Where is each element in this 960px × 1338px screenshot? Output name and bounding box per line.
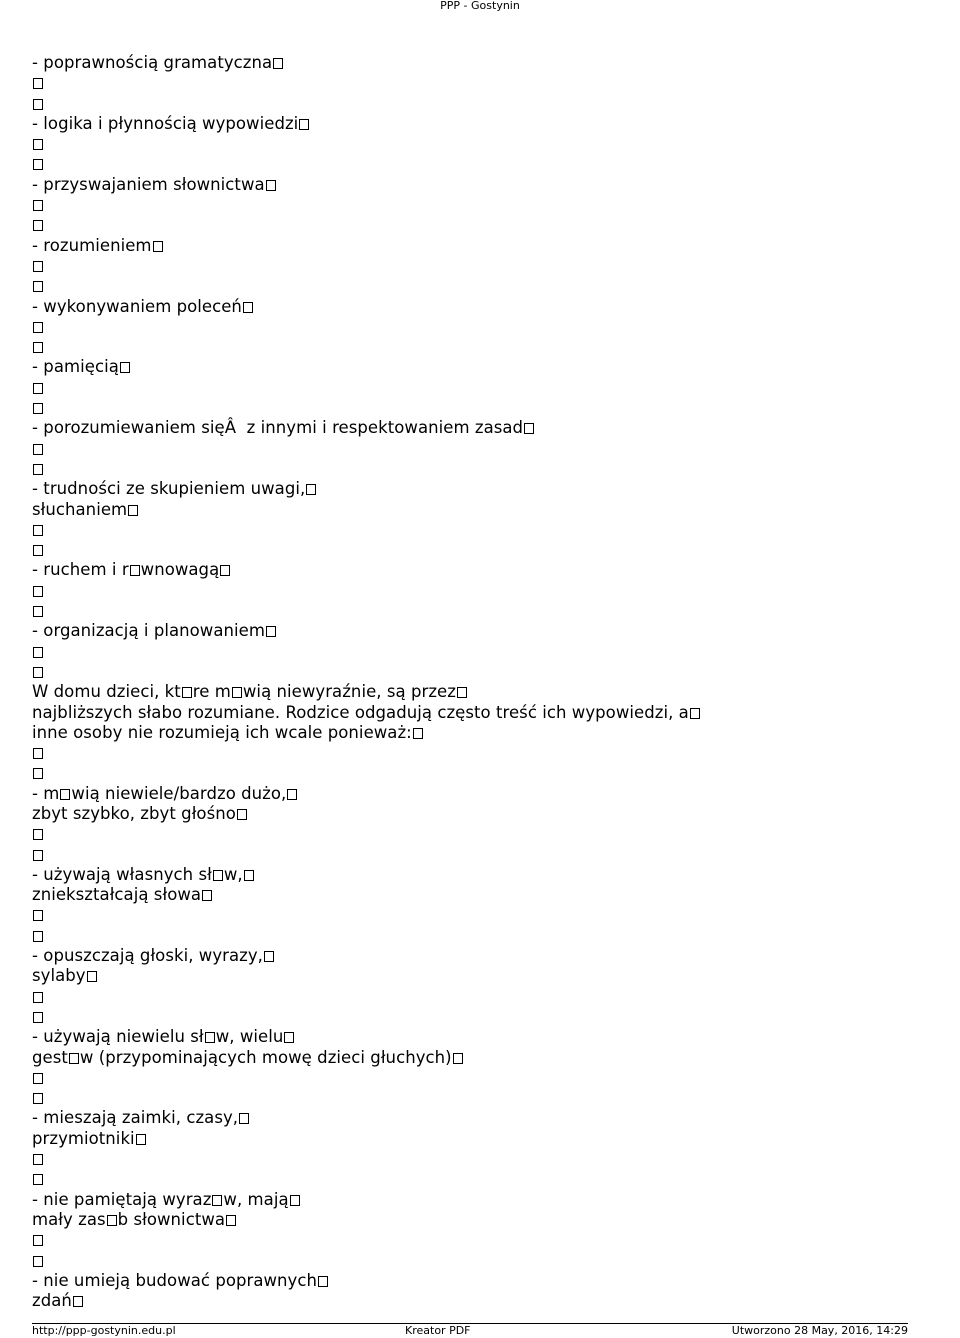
- missing-glyph-box: [33, 586, 43, 597]
- text-line: W domu dzieci, kt re m wią niewyraźnie, są przez: [32, 682, 932, 702]
- text-line: - mieszają zaimki, czasy,: [32, 1108, 932, 1128]
- missing-glyph-box: [284, 1032, 294, 1043]
- text-line: [32, 276, 932, 296]
- missing-glyph-box: [33, 464, 43, 475]
- missing-glyph-box: [290, 1195, 300, 1206]
- text-line: - używają własnych sł w,: [32, 865, 932, 885]
- missing-glyph-box: [33, 220, 43, 231]
- text-line: [32, 905, 932, 925]
- page-header-title: PPP - Gostynin: [440, 0, 520, 12]
- missing-glyph-box: [33, 1256, 43, 1267]
- text-line: [32, 195, 932, 215]
- text-line: - ruchem i r wnowagą: [32, 560, 932, 580]
- missing-glyph-box: [33, 647, 43, 658]
- text-line: - porozumiewaniem sięÂ z innymi i respektowaniem zasad: [32, 418, 932, 438]
- missing-glyph-box: [287, 789, 297, 800]
- missing-glyph-box: [33, 667, 43, 678]
- text-line: [32, 73, 932, 93]
- text-line: [32, 94, 932, 114]
- missing-glyph-box: [33, 139, 43, 150]
- missing-glyph-box: [33, 768, 43, 779]
- missing-glyph-box: [413, 728, 423, 739]
- text-line: inne osoby nie rozumieją ich wcale ponieważ:: [32, 723, 932, 743]
- missing-glyph-box: [237, 809, 247, 820]
- text-line: - przyswajaniem słownictwa: [32, 175, 932, 195]
- text-line: [32, 987, 932, 1007]
- text-line: przymiotniki: [32, 1129, 932, 1149]
- text-line: - trudności ze skupieniem uwagi,: [32, 479, 932, 499]
- text-line: [32, 520, 932, 540]
- missing-glyph-box: [457, 687, 467, 698]
- missing-glyph-box: [130, 565, 140, 576]
- missing-glyph-box: [33, 261, 43, 272]
- text-line: [32, 662, 932, 682]
- text-line: - poprawnością gramatyczna: [32, 53, 932, 73]
- missing-glyph-box: [128, 505, 138, 516]
- missing-glyph-box: [273, 58, 283, 69]
- missing-glyph-box: [33, 545, 43, 556]
- missing-glyph-box: [213, 870, 223, 881]
- text-line: gest w (przypominających mowę dzieci głuchych): [32, 1048, 932, 1068]
- document-body: [32, 53, 932, 1311]
- missing-glyph-box: [33, 1235, 43, 1246]
- missing-glyph-box: [87, 971, 97, 982]
- missing-glyph-box: [33, 910, 43, 921]
- missing-glyph-box: [33, 78, 43, 89]
- text-line: [32, 337, 932, 357]
- missing-glyph-box: [205, 1032, 215, 1043]
- missing-glyph-box: [33, 992, 43, 1003]
- missing-glyph-box: [202, 890, 212, 901]
- missing-glyph-box: [244, 870, 254, 881]
- missing-glyph-box: [299, 119, 309, 130]
- missing-glyph-box: [33, 159, 43, 170]
- missing-glyph-box: [306, 484, 316, 495]
- missing-glyph-box: [318, 1276, 328, 1287]
- missing-glyph-box: [33, 322, 43, 333]
- missing-glyph-box: [33, 1093, 43, 1104]
- text-line: [32, 1251, 932, 1271]
- text-line: [32, 824, 932, 844]
- missing-glyph-box: [212, 1195, 222, 1206]
- missing-glyph-box: [60, 789, 70, 800]
- text-line: zdań: [32, 1291, 932, 1311]
- missing-glyph-box: [33, 931, 43, 942]
- text-line: [32, 317, 932, 337]
- text-line: [32, 743, 932, 763]
- footer-url-link[interactable]: http://ppp-gostynin.edu.pl: [32, 1324, 176, 1337]
- missing-glyph-box: [33, 1012, 43, 1023]
- text-line: - wykonywaniem poleceń: [32, 297, 932, 317]
- text-line: - rozumieniem: [32, 236, 932, 256]
- text-line: [32, 134, 932, 154]
- text-line: - nie umieją budować poprawnych: [32, 1271, 932, 1291]
- text-line: zniekształcają słowa: [32, 885, 932, 905]
- text-line: [32, 845, 932, 865]
- missing-glyph-box: [33, 99, 43, 110]
- missing-glyph-box: [453, 1053, 463, 1064]
- missing-glyph-box: [232, 687, 242, 698]
- footer-creator: Kreator PDF: [405, 1324, 471, 1337]
- missing-glyph-box: [33, 1174, 43, 1185]
- missing-glyph-box: [33, 1073, 43, 1084]
- missing-glyph-box: [153, 241, 163, 252]
- text-line: [32, 642, 932, 662]
- missing-glyph-box: [266, 180, 276, 191]
- text-line: - m wią niewiele/bardzo dużo,: [32, 784, 932, 804]
- text-line: zbyt szybko, zbyt głośno: [32, 804, 932, 824]
- missing-glyph-box: [239, 1113, 249, 1124]
- text-line: - pamięcią: [32, 357, 932, 377]
- text-line: [32, 1149, 932, 1169]
- missing-glyph-box: [33, 281, 43, 292]
- text-line: [32, 1088, 932, 1108]
- missing-glyph-box: [33, 1154, 43, 1165]
- missing-glyph-box: [136, 1134, 146, 1145]
- missing-glyph-box: [107, 1215, 117, 1226]
- missing-glyph-box: [120, 362, 130, 373]
- text-line: [32, 256, 932, 276]
- text-line: [32, 926, 932, 946]
- missing-glyph-box: [690, 708, 700, 719]
- text-line: [32, 378, 932, 398]
- missing-glyph-box: [264, 951, 274, 962]
- missing-glyph-box: [33, 606, 43, 617]
- text-line: najbliższych słabo rozumiane. Rodzice odgadują często treść ich wypowiedzi, a: [32, 703, 932, 723]
- missing-glyph-box: [33, 200, 43, 211]
- text-line: [32, 581, 932, 601]
- text-line: - organizacją i planowaniem: [32, 621, 932, 641]
- text-line: [32, 763, 932, 783]
- text-line: [32, 439, 932, 459]
- text-line: [32, 459, 932, 479]
- missing-glyph-box: [69, 1053, 79, 1064]
- text-line: [32, 601, 932, 621]
- missing-glyph-box: [524, 423, 534, 434]
- missing-glyph-box: [33, 525, 43, 536]
- missing-glyph-box: [33, 342, 43, 353]
- text-line: [32, 398, 932, 418]
- text-line: - nie pamiętają wyraz w, mają: [32, 1190, 932, 1210]
- text-line: mały zas b słownictwa: [32, 1210, 932, 1230]
- text-line: słuchaniem: [32, 500, 932, 520]
- text-line: [32, 1230, 932, 1250]
- page-footer: [32, 1325, 908, 1337]
- missing-glyph-box: [33, 829, 43, 840]
- text-line: - logika i płynnością wypowiedzi: [32, 114, 932, 134]
- text-line: [32, 154, 932, 174]
- text-line: [32, 1007, 932, 1027]
- missing-glyph-box: [182, 687, 192, 698]
- missing-glyph-box: [266, 626, 276, 637]
- missing-glyph-box: [243, 302, 253, 313]
- text-line: [32, 1068, 932, 1088]
- footer-created-date: Utworzono 28 May, 2016, 14:29: [731, 1324, 908, 1337]
- missing-glyph-box: [33, 383, 43, 394]
- text-line: [32, 540, 932, 560]
- missing-glyph-box: [33, 444, 43, 455]
- text-line: - opuszczają głoski, wyrazy,: [32, 946, 932, 966]
- missing-glyph-box: [226, 1215, 236, 1226]
- text-line: - używają niewielu sł w, wielu: [32, 1027, 932, 1047]
- missing-glyph-box: [220, 565, 230, 576]
- text-line: sylaby: [32, 966, 932, 986]
- text-line: [32, 1169, 932, 1189]
- missing-glyph-box: [33, 403, 43, 414]
- missing-glyph-box: [73, 1296, 83, 1307]
- missing-glyph-box: [33, 850, 43, 861]
- missing-glyph-box: [33, 748, 43, 759]
- text-line: [32, 215, 932, 235]
